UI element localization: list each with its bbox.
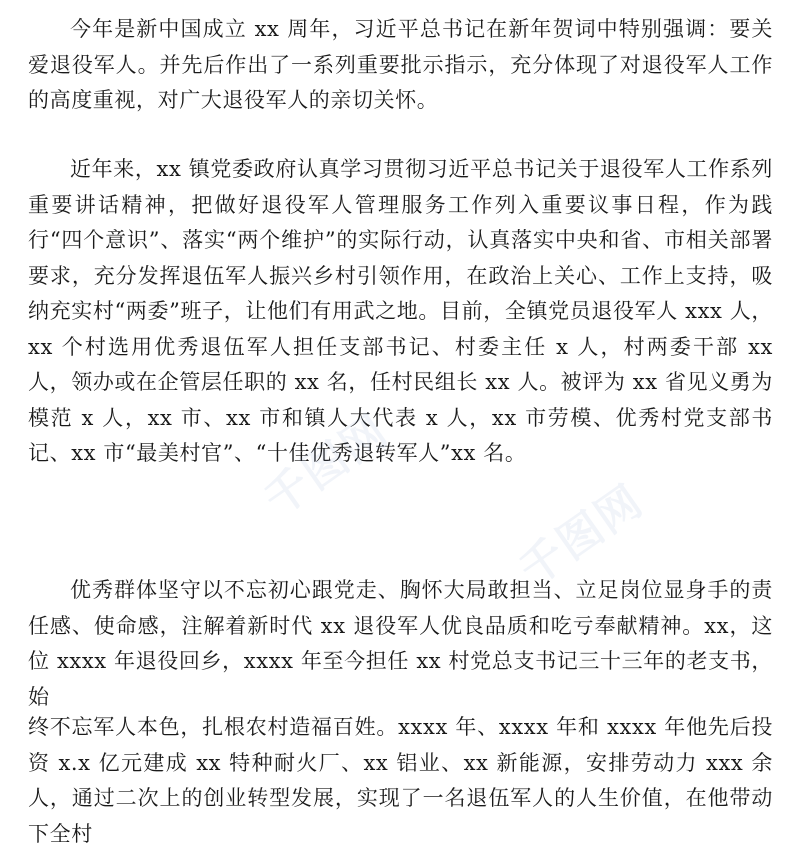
paragraph-continuation: 终不忘军人本色，扎根农村造福百姓。xxxx 年、xxxx 年和 xxxx 年他先后投资 x.x 亿元建成 xx 特种耐火厂、xx 铝业、xx 新能源，安排劳动力 xxx 余人，通过二次上的创业转型发展，实现了一名退伍军人的人生价值，在他带动下全村 [28,715,773,846]
paragraph-intro: 今年是新中国成立 xx 周年，习近平总书记在新年贺词中特别强调：要关爱退役军人。并先后作出了一系列重要批示指示，充分体现了对退役军人工作的高度重视，对广大退役军人的亲切关怀。 [28,17,773,112]
watermark-logo: 千图网 [255,405,398,527]
watermark-logo: 千图网 [510,475,653,597]
paragraph-town-overview: 近年来，xx 镇党委政府认真学习贯彻习近平总书记关于退役军人工作系列重要讲话精神，把做好退役军人管理服务工作列入重要议事日程，作为践行“四个意识”、落实“两个维护”的实际行动，认真落实中央和省、市相关部署要求，充分发挥退伍军人振兴乡村引领作用，在政治上关心、工作上支持，吸纳充实村“两委”班子，让他们有用武之地。目前，全镇党员退役军人 xxx 人，xx 个村选用优秀退伍军人担任支部书记、村委主任 x 人，村两委干部 xx 人，领办或在企管层任职的 xx 名，任村民组长 xx 人。被评为 xx 省见义勇为模范 x 人，xx 市、xx 市和镇人大代表 x 人，xx 市劳模、优秀村党支部书记、xx 市“最美村官”、“十佳优秀退转军人”xx 名。 [28,157,773,465]
paragraph-exemplary-group: 优秀群体坚守以不忘初心跟党走、胸怀大局敢担当、立足岗位显身手的责任感、使命感，注解着新时代 xx 退役军人优良品质和吃亏奉献精神。xx，这位 xxxx 年退役回乡，xxxx 年至今担任 xx 村党总支书记三十三年的老支书，始 [28,578,773,709]
